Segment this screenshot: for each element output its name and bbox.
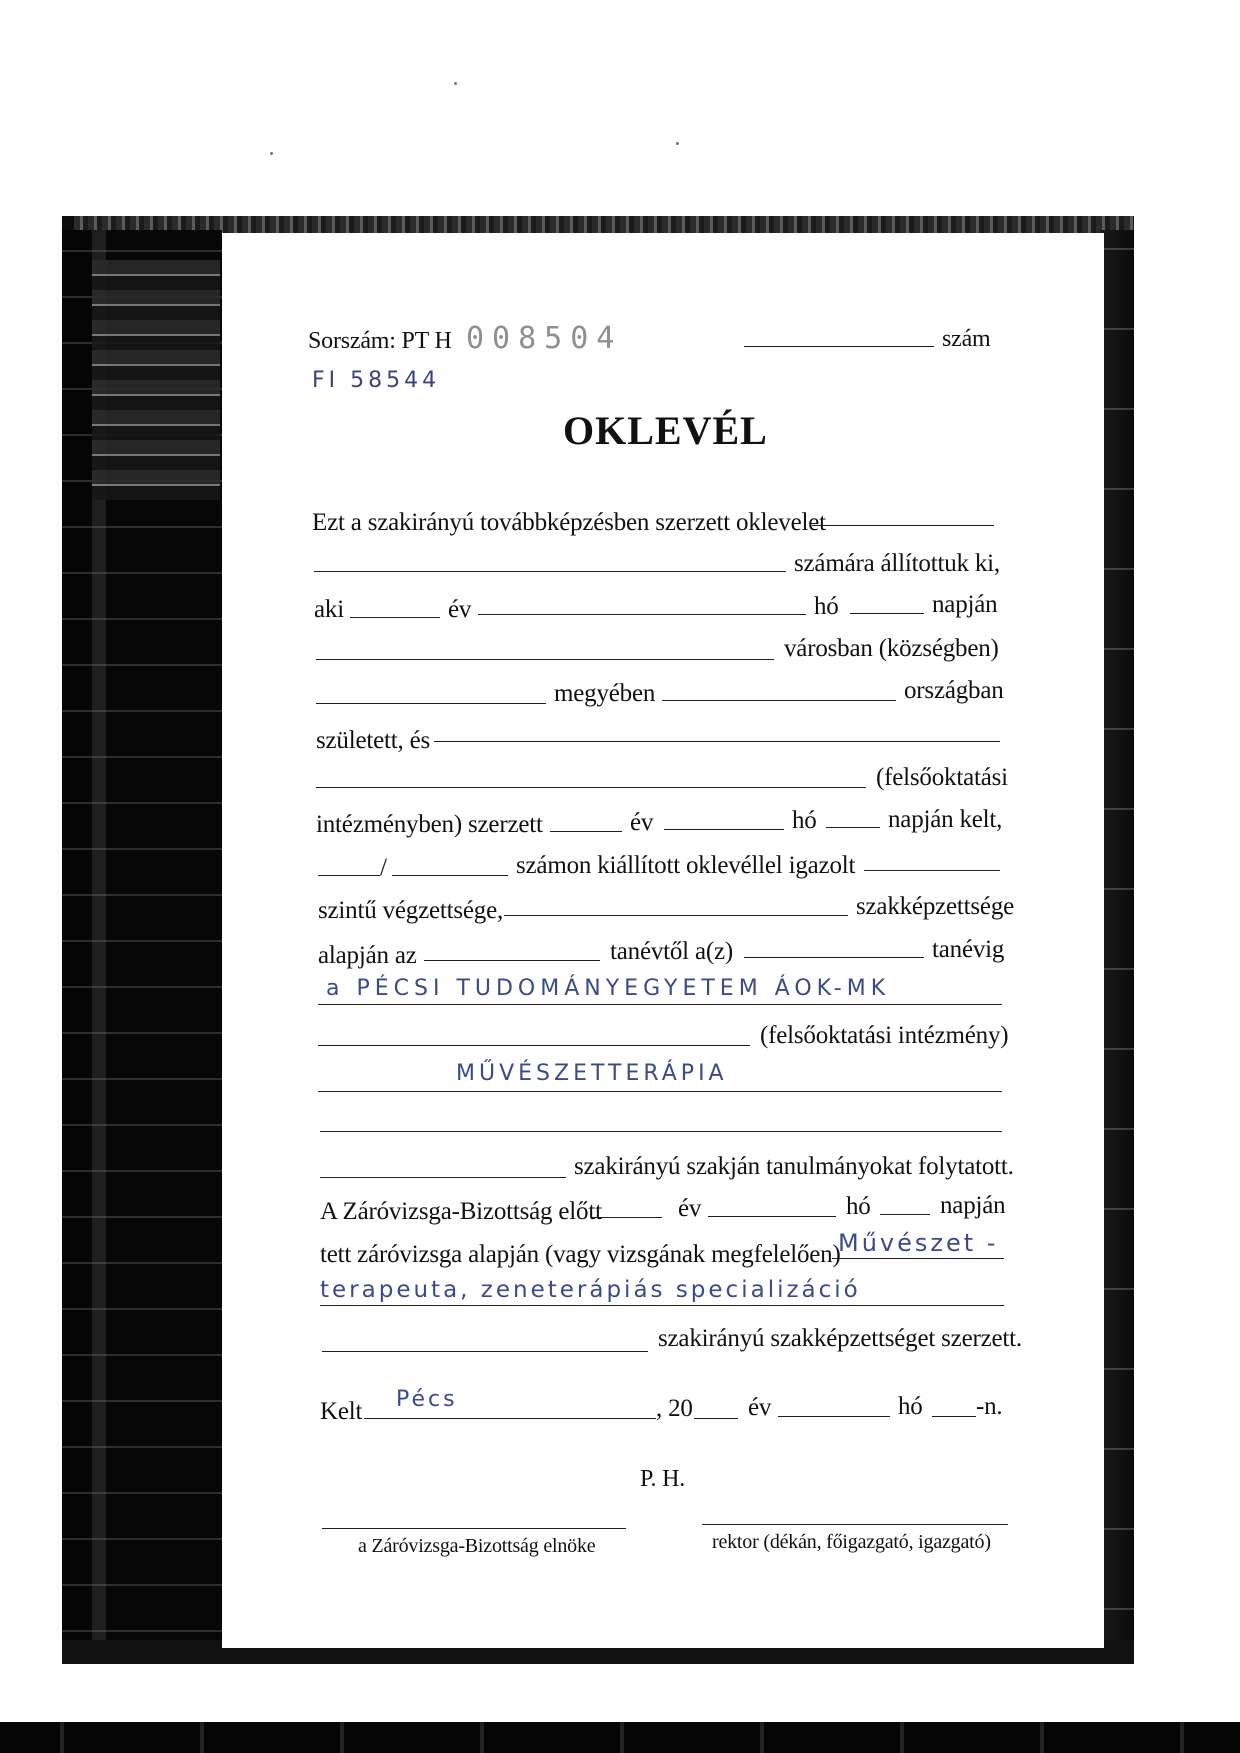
blank-line (504, 915, 848, 916)
blank-line (932, 1416, 976, 1417)
text-l17b: év (678, 1195, 702, 1222)
blank-line (322, 1351, 648, 1352)
page-title: OKLEVÉL (563, 408, 768, 453)
scanner-edge (0, 1722, 1240, 1753)
blank-line (812, 525, 994, 526)
blank-line (364, 1418, 656, 1419)
text-l08d: napján kelt, (888, 806, 1003, 833)
scan-speck (270, 152, 273, 155)
right-binding-band (1100, 230, 1134, 1650)
text-l21c: év (748, 1394, 772, 1421)
text-l05a: megyében (554, 680, 656, 707)
text-l17a: A Záróvizsga-Bizottság előtt (320, 1198, 602, 1225)
blank-line (316, 703, 546, 704)
blank-line (664, 829, 784, 830)
blank-line (320, 1305, 1004, 1306)
blank-line (392, 875, 508, 876)
text-l11c: tanévig (932, 936, 1005, 963)
blank-line (662, 700, 896, 701)
text-l03a: aki (314, 596, 344, 623)
text-l11a: alapján az (318, 942, 417, 969)
text-l08c: hó (792, 807, 817, 834)
text-l07: (felsőoktatási (876, 764, 1008, 791)
blank-line (318, 1091, 1002, 1092)
blank-line (744, 957, 924, 958)
blank-line (708, 1216, 836, 1217)
blank-line (478, 614, 806, 615)
fi-number: FI 58544 (312, 368, 441, 393)
sorszam-label: Sorszám: PT H (308, 328, 452, 354)
handwritten-city: Pécs (396, 1387, 458, 1412)
blank-line (318, 1045, 750, 1046)
text-l06: született, és (316, 727, 431, 754)
blank-line (318, 1004, 1002, 1005)
handwritten-qualification-2: terapeuta, zeneterápiás specializáció (320, 1277, 861, 1303)
blank-line (550, 831, 622, 832)
blank-line (592, 1217, 662, 1218)
signature-line-right (702, 1524, 1008, 1525)
blank-line (316, 787, 866, 788)
blank-line (434, 741, 1000, 742)
text-l20: szakirányú szakképzettséget szerzett. (658, 1325, 1022, 1352)
blank-line (850, 613, 924, 614)
text-l17c: hó (846, 1193, 871, 1220)
handwritten-specialty: MŰVÉSZETTERÁPIA (456, 1061, 728, 1086)
szam-label: szám (942, 326, 991, 352)
text-l09a: / (380, 854, 387, 881)
text-l03c: hó (814, 593, 839, 620)
text-l04: városban (községben) (784, 635, 999, 662)
signature-label-right: rektor (dékán, főigazgató, igazgató) (712, 1531, 991, 1553)
blank-line (320, 1177, 566, 1178)
text-l03d: napján (932, 591, 998, 618)
text-l01: Ezt a szakirányú továbbképzésben szerzett oklevelet (312, 509, 826, 536)
blank-line (880, 1214, 930, 1215)
text-l02: számára állítottuk ki, (794, 550, 1000, 577)
blank-line (424, 960, 600, 961)
blank-line (314, 571, 786, 572)
signature-line-left (322, 1528, 626, 1529)
szam-line (744, 346, 934, 347)
text-l10b: szakképzettsége (856, 893, 1015, 920)
blank-line (320, 1131, 1002, 1132)
text-l09b: számon kiállított oklevéllel igazolt (516, 852, 856, 879)
text-l16: szakirányú szakján tanulmányokat folytatott. (574, 1153, 1014, 1180)
blank-line (778, 1416, 890, 1417)
text-l03b: év (448, 596, 472, 623)
text-l05b: országban (904, 677, 1004, 704)
blank-line (832, 1258, 1004, 1259)
blank-line (864, 870, 1000, 871)
left-binding-highlight (92, 260, 220, 500)
signature-label-left: a Záróvizsga-Bizottság elnöke (358, 1535, 596, 1557)
text-l21a: Kelt (320, 1398, 363, 1425)
handwritten-qualification-1: Művészet - (838, 1229, 999, 1257)
blank-line (318, 875, 380, 876)
text-l17d: napján (940, 1192, 1006, 1219)
text-l18: tett záróvizsga alapján (vagy vizsgának megfelelően) (320, 1241, 841, 1268)
text-l08a: intézményben) szerzett (316, 811, 543, 838)
blank-line (694, 1418, 738, 1419)
blank-line (350, 617, 440, 618)
text-l08b: év (630, 809, 654, 836)
text-l11b: tanévtől a(z) (610, 938, 734, 965)
text-l21e: -n. (976, 1393, 1003, 1420)
sorszam-number: 008504 (466, 321, 623, 356)
handwritten-institution: a PÉCSI TUDOMÁNYEGYETEM ÁOK-MK (326, 976, 891, 1001)
blank-line (316, 659, 774, 660)
scan-speck (454, 82, 457, 85)
text-l21b: , 20 (656, 1395, 693, 1422)
blank-line (826, 827, 880, 828)
seal-placeholder: P. H. (640, 1466, 686, 1492)
text-l13: (felsőoktatási intézmény) (760, 1022, 1009, 1049)
text-l10a: szintű végzettsége, (318, 897, 504, 924)
scan-speck (676, 142, 679, 145)
text-l21d: hó (898, 1393, 923, 1420)
